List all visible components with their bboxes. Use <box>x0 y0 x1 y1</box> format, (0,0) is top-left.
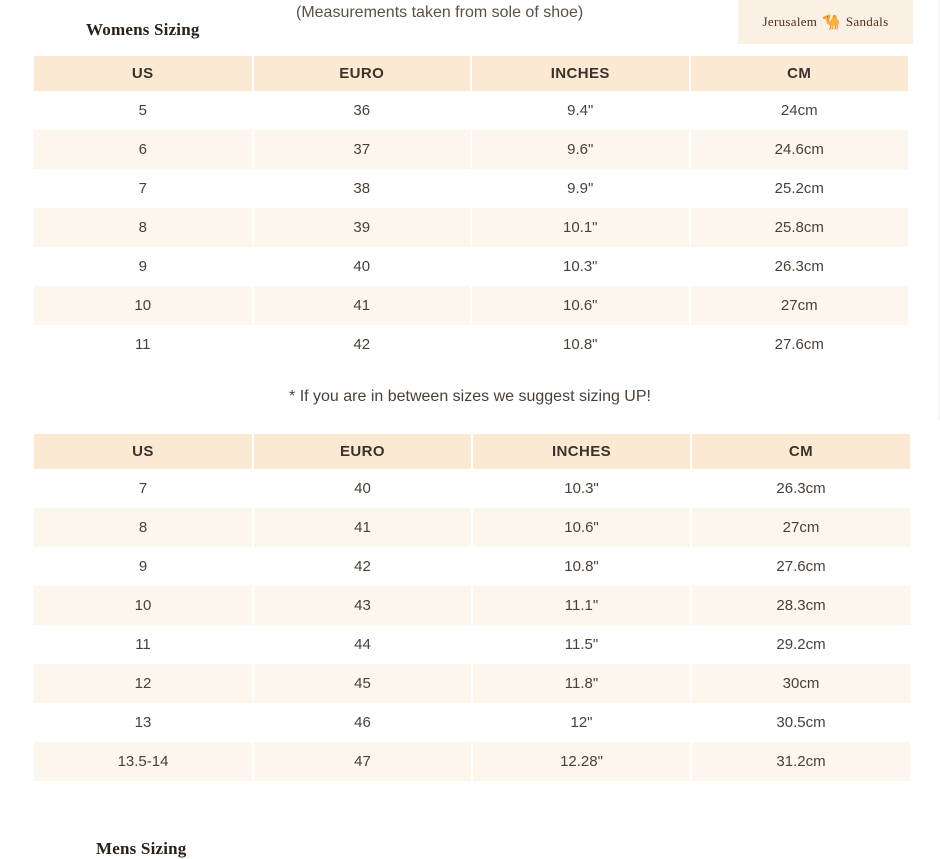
cell-us: 5 <box>34 91 253 130</box>
column-header-euro: EURO <box>253 56 472 91</box>
cell-us: 12 <box>34 664 253 703</box>
column-header-us: US <box>34 56 253 91</box>
table-row <box>34 169 908 208</box>
cell-inches: 10.6" <box>472 508 691 547</box>
cell-us: 9 <box>34 247 253 286</box>
cell-inches: 12" <box>472 703 691 742</box>
cell-inches: 10.3" <box>472 469 691 508</box>
measurement-note: (Measurements taken from sole of shoe) <box>296 4 584 21</box>
table-row <box>34 208 908 247</box>
cell-cm: 30.5cm <box>691 703 910 742</box>
cell-euro: 46 <box>253 703 472 742</box>
table-row <box>34 91 908 130</box>
cell-cm: 30cm <box>691 664 910 703</box>
cell-inches: 9.9" <box>471 169 690 208</box>
cell-euro: 39 <box>253 208 472 247</box>
table-row <box>34 508 910 547</box>
table-row <box>34 469 910 508</box>
cell-inches: 10.6" <box>471 286 690 325</box>
cell-inches: 11.1" <box>472 586 691 625</box>
cell-euro: 43 <box>253 586 472 625</box>
table-row <box>34 625 910 664</box>
mens-section-title: Mens Sizing <box>96 839 187 858</box>
cell-cm: 24.6cm <box>690 130 909 169</box>
cell-cm: 26.3cm <box>690 247 909 286</box>
cell-us: 13 <box>34 703 253 742</box>
cell-inches: 11.5" <box>472 625 691 664</box>
cell-cm: 25.2cm <box>690 169 909 208</box>
brand-logo <box>738 0 913 44</box>
cell-us: 13.5-14 <box>34 742 253 781</box>
cell-us: 6 <box>34 130 253 169</box>
column-header-inches: INCHES <box>472 434 691 469</box>
table-row <box>34 286 908 325</box>
cell-euro: 37 <box>253 130 472 169</box>
cell-inches: 10.1" <box>471 208 690 247</box>
cell-euro: 40 <box>253 247 472 286</box>
camel-icon: 🐪 <box>822 13 841 31</box>
cell-us: 9 <box>34 547 253 586</box>
cell-inches: 9.4" <box>471 91 690 130</box>
table-row <box>34 664 910 703</box>
cell-euro: 42 <box>253 325 472 364</box>
cell-us: 10 <box>34 286 253 325</box>
cell-cm: 27.6cm <box>690 325 909 364</box>
cell-euro: 47 <box>253 742 472 781</box>
table-row <box>34 703 910 742</box>
womens-header-bar <box>0 0 940 56</box>
cell-cm: 25.8cm <box>690 208 909 247</box>
cell-cm: 27.6cm <box>691 547 910 586</box>
table-row <box>34 547 910 586</box>
table-row <box>34 586 910 625</box>
cell-cm: 29.2cm <box>691 625 910 664</box>
cell-us: 10 <box>34 586 253 625</box>
cell-euro: 38 <box>253 169 472 208</box>
brand-word-left: Jerusalem <box>762 14 818 29</box>
cell-cm: 28.3cm <box>691 586 910 625</box>
table-row <box>34 742 910 781</box>
cell-us: 8 <box>34 508 253 547</box>
cell-us: 11 <box>34 325 253 364</box>
cell-cm: 27cm <box>691 508 910 547</box>
brand-word-right: Sandals <box>845 14 889 29</box>
column-header-euro: EURO <box>253 434 472 469</box>
cell-cm: 24cm <box>690 91 909 130</box>
cell-euro: 41 <box>253 286 472 325</box>
cell-us: 7 <box>34 169 253 208</box>
cell-inches: 10.3" <box>471 247 690 286</box>
cell-euro: 45 <box>253 664 472 703</box>
table-header-row <box>34 434 910 469</box>
column-header-inches: INCHES <box>471 56 690 91</box>
cell-us: 11 <box>34 625 253 664</box>
cell-euro: 36 <box>253 91 472 130</box>
column-header-us: US <box>34 434 253 469</box>
table-row <box>34 325 908 364</box>
cell-cm: 31.2cm <box>691 742 910 781</box>
womens-section-title: Womens Sizing <box>86 20 200 39</box>
cell-inches: 10.8" <box>472 547 691 586</box>
cell-euro: 40 <box>253 469 472 508</box>
mens-section <box>0 434 940 858</box>
mens-size-table <box>34 434 910 781</box>
cell-euro: 44 <box>253 625 472 664</box>
cell-euro: 42 <box>253 547 472 586</box>
table-row <box>34 130 908 169</box>
cell-inches: 9.6" <box>471 130 690 169</box>
cell-cm: 26.3cm <box>691 469 910 508</box>
table-row <box>34 247 908 286</box>
column-header-cm: CM <box>691 434 910 469</box>
sizing-up-note: * If you are in between sizes we suggest sizing UP! <box>289 388 651 405</box>
cell-us: 7 <box>34 469 253 508</box>
cell-inches: 11.8" <box>472 664 691 703</box>
cell-us: 8 <box>34 208 253 247</box>
column-header-cm: CM <box>690 56 909 91</box>
cell-inches: 12.28" <box>472 742 691 781</box>
cell-cm: 27cm <box>690 286 909 325</box>
cell-euro: 41 <box>253 508 472 547</box>
womens-size-table <box>34 56 908 364</box>
cell-inches: 10.8" <box>471 325 690 364</box>
table-header-row <box>34 56 908 91</box>
